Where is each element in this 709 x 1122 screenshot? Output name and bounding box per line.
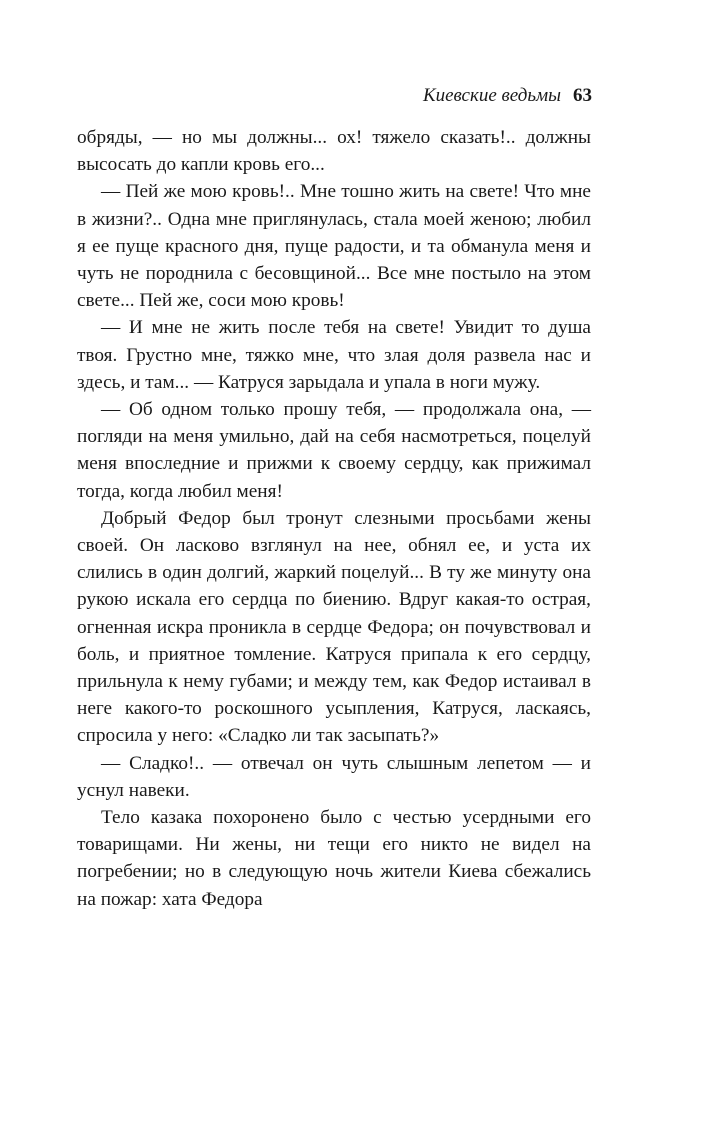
body-text [77, 124, 591, 913]
running-head-title: Киевские ведьмы [422, 85, 561, 106]
paragraph: — Пей же мою кровь!.. Мне тошно жить на свете! Что мне в жизни?.. Одна мне приглянулась, стала моей женою; любил я ее пуще красного дня, пуще радости, и та обманула меня и чуть не породнила с бесовщиной... Все мне постыло на этом свете... Пей же, соси мою кровь! [77, 181, 591, 312]
paragraph: — Об одном только прошу тебя, — продолжала она, — погляди на меня умильно, дай на себя насмотреться, поцелуй меня впоследние и прижми к своему сердцу, как прижимал тогда, когда любил меня! [77, 399, 591, 502]
running-head [423, 84, 592, 108]
paragraph: Добрый Федор был тронут слезными просьбами жены своей. Он ласково взглянул на нее, обнял ее, и уста их слились в один долгий, жаркий поцелуй... В ту же минуту она рукою искала его сердца по биению. Вдруг какая-то острая, огненная искра проникла в сердце Федора; он почувствовал и боль, и приятное томление. Катруся припала к его сердцу, прильнула к нему губами; и между тем, как Федор истаивал в неге какого-то роскошного усыпления, Катруся, ласкаясь, спросила у него: «Сладко ли так засыпать?» [77, 507, 591, 747]
paragraph: Тело казака похоронено было с честью усердными его товарищами. Ни жены, ни тещи его никто не видел на погребении; но в следующую ночь жители Киева сбежались на пожар: хата Федора [77, 807, 591, 910]
paragraph: — Сладко!.. — отвечал он чуть слышным лепетом — и уснул навеки. [77, 752, 591, 801]
paragraph: обряды, — но мы должны... ох! тяжело сказать!.. должны высосать до капли кровь его... [77, 127, 591, 176]
paragraph: — И мне не жить после тебя на свете! Увидит то душа твоя. Грустно мне, тяжко мне, что злая доля развела нас и здесь, и там... — Катруся зарыдала и упала в ноги мужу. [77, 317, 591, 393]
page-number: 63 [573, 85, 592, 106]
